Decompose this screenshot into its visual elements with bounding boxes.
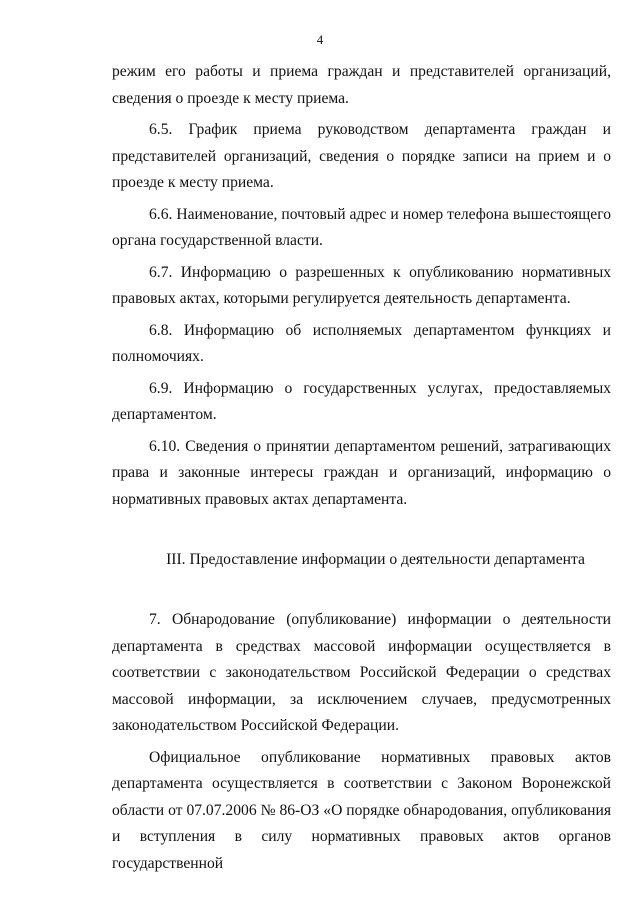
document-body xyxy=(112,59,611,877)
paragraph-continuation: режим его работы и приема граждан и представителей организаций, сведения о проезде к месту приема. xyxy=(112,63,611,107)
paragraph-7: 7. Обнародование (опубликование) информации о деятельности департамента в средствах массовой информации осуществляется в соответствии с законодательством Российской Федерации о средствах массовой информации, за исключением случаев, предусмотренных законодательством Российской Федерации. xyxy=(112,611,611,734)
paragraph-7-official-publication: Официальное опубликование нормативных правовых актов департамента осуществляется в соответствии с Законом Воронежской области от 07.07.2006 № 86-ОЗ «О порядке обнародования, опубликования и вступления в силу нормативных правовых актов органов государственной xyxy=(112,748,611,872)
paragraph-6-6: 6.6. Наименование, почтовый адрес и номер телефона вышестоящего органа государственной власти. xyxy=(112,205,611,249)
paragraph-6-7: 6.7. Информацию о разрешенных к опубликованию нормативных правовых актах, которыми регулируется деятельность департамента. xyxy=(112,263,611,307)
paragraph-6-9: 6.9. Информацию о государственных услугах, предоставляемых департаментом. xyxy=(112,379,611,423)
page-number: 4 xyxy=(316,32,324,47)
paragraph-6-5: 6.5. График приема руководством департамента граждан и представителей организаций, сведения о порядке записи на прием и о проезде к месту приема. xyxy=(112,121,611,191)
section-heading: III. Предоставление информации о деятельности департамента xyxy=(166,551,585,568)
paragraph-6-10: 6.10. Сведения о принятии департаментом решений, затрагивающих права и законные интересы граждан и организаций, информацию о нормативных правовых актах департамента. xyxy=(112,437,611,508)
paragraph-6-8: 6.8. Информацию об исполняемых департаментом функциях и полномочиях. xyxy=(112,321,611,365)
